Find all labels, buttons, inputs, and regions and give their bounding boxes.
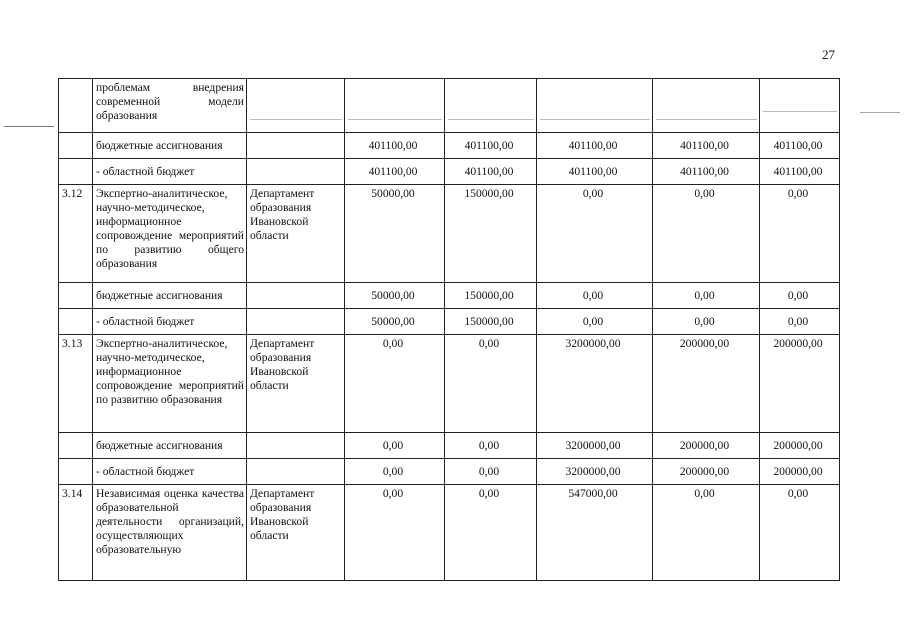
value-cell: 3200000,00 [537, 459, 653, 485]
value-cell: 200000,00 [653, 433, 760, 459]
value-cell [537, 79, 653, 133]
label-cell: - областной бюджет [93, 459, 247, 485]
value-cell: 50000,00 [345, 185, 445, 283]
value-cell: 0,00 [653, 283, 760, 309]
label-cell: - областной бюджет [93, 159, 247, 185]
description-cell: Независимая оценка качества образовательной деятельности организаций, осуществляющих образовательную [93, 485, 247, 581]
value-cell: 200000,00 [653, 335, 760, 433]
row-number-cell: 3.13 [59, 335, 93, 433]
budget-table [58, 78, 840, 581]
row-number-cell: 3.12 [59, 185, 93, 283]
label-cell: бюджетные ассигнования [93, 133, 247, 159]
value-cell: 0,00 [445, 485, 537, 581]
value-cell: 401100,00 [760, 133, 840, 159]
table-row-item-3-13 [59, 335, 840, 433]
description-cell: Экспертно-аналитическое, научно-методическое, информационное сопровождение мероприятий по развитию образования [93, 335, 247, 433]
value-cell: 150000,00 [445, 185, 537, 283]
value-cell: 3200000,00 [537, 433, 653, 459]
value-cell: 0,00 [445, 433, 537, 459]
value-cell [760, 79, 840, 133]
value-cell: 0,00 [653, 485, 760, 581]
value-cell: 200000,00 [760, 459, 840, 485]
value-cell: 0,00 [445, 335, 537, 433]
label-cell: бюджетные ассигнования [93, 433, 247, 459]
table-row-budget [59, 433, 840, 459]
label-cell: - областной бюджет [93, 309, 247, 335]
value-cell: 0,00 [760, 283, 840, 309]
table-row-item-3-14 [59, 485, 840, 581]
value-cell: 200000,00 [760, 433, 840, 459]
value-cell [445, 79, 537, 133]
value-cell: 401100,00 [537, 133, 653, 159]
description-cell: Экспертно-аналитическое, научно-методическое, информационное сопровождение мероприятий по развитию общего образования [93, 185, 247, 283]
value-cell: 0,00 [537, 185, 653, 283]
table-row-budget [59, 283, 840, 309]
value-cell: 401100,00 [345, 133, 445, 159]
executor-cell: Департамент образования Ивановской области [247, 335, 345, 433]
value-cell: 401100,00 [537, 159, 653, 185]
value-cell: 3200000,00 [537, 335, 653, 433]
row-number-cell [59, 79, 93, 133]
value-cell: 50000,00 [345, 283, 445, 309]
label-cell: бюджетные ассигнования [93, 283, 247, 309]
value-cell [345, 79, 445, 133]
value-cell: 0,00 [345, 433, 445, 459]
value-cell: 150000,00 [445, 309, 537, 335]
value-cell: 0,00 [345, 459, 445, 485]
value-cell: 0,00 [537, 309, 653, 335]
value-cell: 0,00 [760, 309, 840, 335]
value-cell: 0,00 [445, 459, 537, 485]
value-cell: 0,00 [345, 335, 445, 433]
table-row-regional [59, 159, 840, 185]
table-row-budget [59, 133, 840, 159]
executor-cell: Департамент образования Ивановской области [247, 485, 345, 581]
value-cell [653, 79, 760, 133]
value-cell: 0,00 [653, 185, 760, 283]
value-cell: 401100,00 [653, 159, 760, 185]
scan-artifact-line [860, 112, 900, 113]
value-cell: 200000,00 [653, 459, 760, 485]
table-row-continuation [59, 79, 840, 133]
value-cell: 50000,00 [345, 309, 445, 335]
value-cell: 150000,00 [445, 283, 537, 309]
table-row-item-3-12 [59, 185, 840, 283]
value-cell: 0,00 [537, 283, 653, 309]
executor-cell: Департамент образования Ивановской области [247, 185, 345, 283]
value-cell: 401100,00 [445, 133, 537, 159]
scan-artifact-line [4, 126, 54, 127]
value-cell: 0,00 [653, 309, 760, 335]
row-number-cell: 3.14 [59, 485, 93, 581]
value-cell: 401100,00 [760, 159, 840, 185]
value-cell: 200000,00 [760, 335, 840, 433]
value-cell: 0,00 [760, 185, 840, 283]
value-cell: 401100,00 [653, 133, 760, 159]
value-cell: 401100,00 [345, 159, 445, 185]
table-row-regional [59, 309, 840, 335]
value-cell: 547000,00 [537, 485, 653, 581]
page-number: 27 [822, 47, 835, 62]
value-cell: 0,00 [345, 485, 445, 581]
table-row-regional [59, 459, 840, 485]
description-cell: проблемам внедрения современной модели образования [93, 79, 247, 133]
value-cell: 401100,00 [445, 159, 537, 185]
executor-cell [247, 79, 345, 133]
value-cell: 0,00 [760, 485, 840, 581]
